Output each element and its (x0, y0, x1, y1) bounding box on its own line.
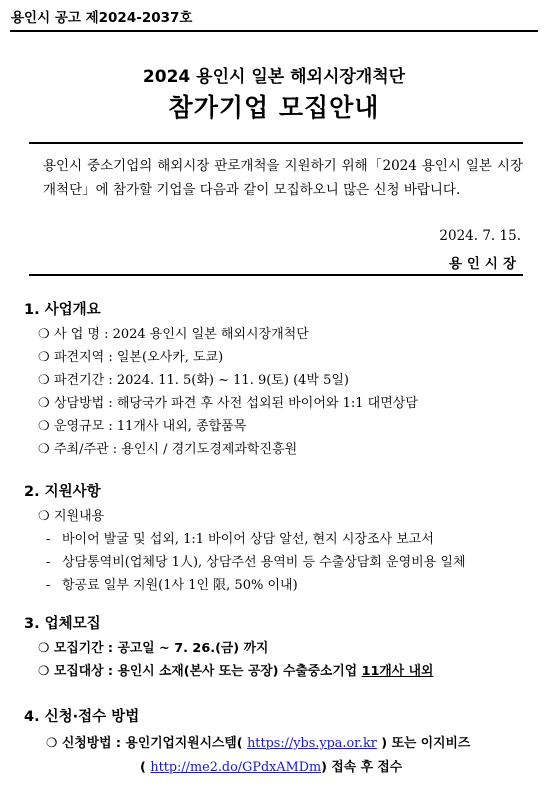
target-count: 11개사 내외 (361, 664, 434, 679)
section-title-application: 4. 신청·접수 방법 (24, 709, 140, 725)
sub-item: - 항공료 일부 지원(1사 1인 限, 50% 이내) (46, 578, 298, 593)
sub-item: - 바이어 발굴 및 섭외, 1:1 바이어 상담 알선, 현지 시장조사 보고서 (46, 532, 434, 547)
bullet-icon: ❍ (46, 736, 58, 751)
sub-item: - 상담통역비(업체당 1人), 상담주선 용역비 등 수출상담회 운영비용 일체 (46, 555, 466, 570)
list-item: ❍ 상담방법 : 해당국가 파견 후 사전 섭외된 바이어와 1:1 대면상담 (38, 396, 418, 411)
title-line-1: 2024 용인시 일본 해외시장개척단 (142, 67, 406, 87)
bullet-icon: ❍ (38, 419, 50, 434)
section-title-support: 2. 지원사항 (24, 484, 101, 500)
bullet-icon: ❍ (38, 396, 50, 411)
bullet-icon: ❍ (38, 641, 50, 656)
list-item: ❍ 파견지역 : 일본(오사카, 도쿄) (38, 350, 224, 365)
signer: 용인시장 (448, 256, 521, 272)
bullet-icon: ❍ (38, 664, 50, 679)
header-rule (10, 30, 538, 32)
application-method: ❍ 신청방법 : 용인기업지원시스템( https://ybs.ypa.or.kr ) 또는 이지비즈 (46, 736, 471, 751)
bullet-icon: ❍ (38, 373, 50, 388)
bullet-icon: ❍ (38, 327, 50, 342)
application-method-cont: ( http://me2.do/GPdxAMDm) 접속 후 접수 (140, 760, 403, 775)
dash-marker: - (46, 555, 51, 570)
bullet-icon: ❍ (38, 442, 50, 457)
bullet-icon: ❍ (38, 509, 50, 524)
intro-box (29, 142, 523, 276)
ezbiz-link[interactable]: http://me2.do/GPdxAMDm (150, 760, 322, 775)
section-title-recruitment: 3. 업체모집 (24, 616, 101, 632)
list-item: ❍ 주최/주관 : 용인시 / 경기도경제과학진흥원 (38, 442, 298, 457)
notice-number: 용인시 공고 제2024-2037호 (11, 10, 193, 26)
list-item: ❍ 지원내용 (38, 509, 105, 524)
recruit-period: ❍ 모집기간 : 공고일 ~ 7. 26.(금) 까지 (38, 641, 269, 656)
notice-date: 2024. 7. 15. (439, 228, 521, 244)
list-item: ❍ 운영규모 : 11개사 내외, 종합품목 (38, 419, 247, 434)
list-item: ❍ 사 업 명 : 2024 용인시 일본 해외시장개척단 (38, 327, 309, 342)
recruit-target: ❍ 모집대상 : 용인시 소재(본사 또는 공장) 수출중소기업 11개사 내외 (38, 664, 434, 679)
section-title-overview: 1. 사업개요 (24, 302, 101, 318)
bullet-icon: ❍ (38, 350, 50, 365)
dash-marker: - (46, 578, 51, 593)
list-item: ❍ 파견기간 : 2024. 11. 5(화) ~ 11. 9(토) (4박 5일) (38, 373, 350, 388)
intro-text: 용인시 중소기업의 해외시장 판로개척을 지원하기 위해「2024 용인시 일본 시장개척단」에 참가할 기업을 다음과 같이 모집하오니 많은 신청 바랍니다. (43, 158, 523, 198)
ybs-link[interactable]: https://ybs.ypa.or.kr (247, 736, 377, 751)
dash-marker: - (46, 532, 51, 547)
title-line-2: 참가기업 모집안내 (168, 93, 380, 122)
